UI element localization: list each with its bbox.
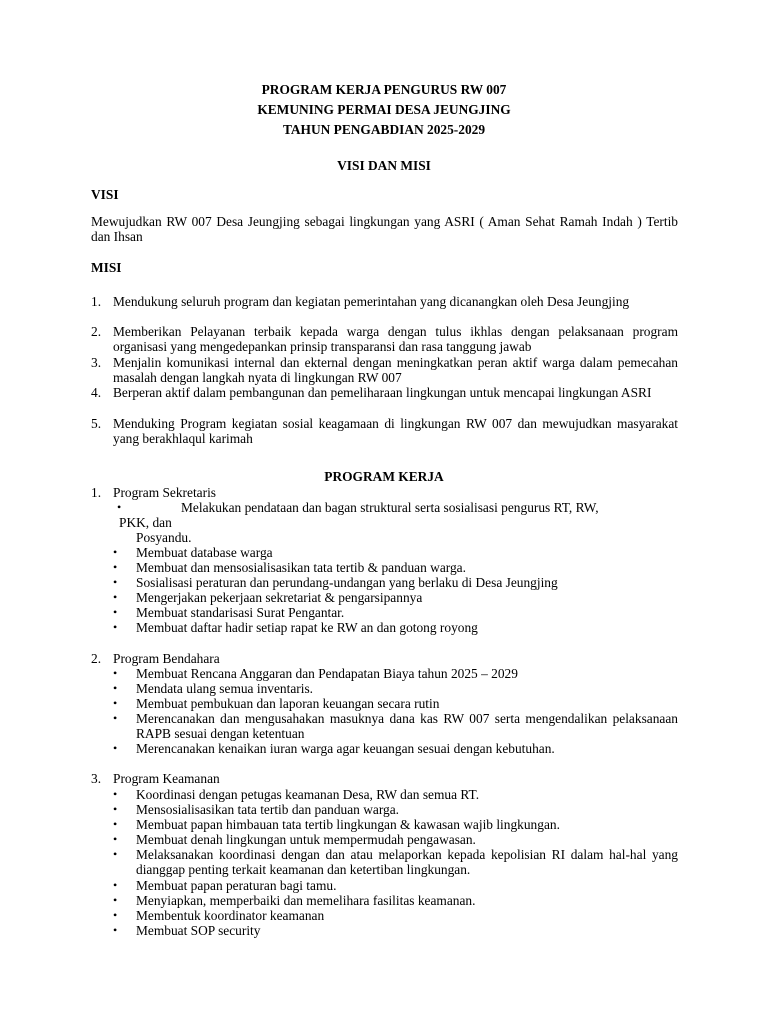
list-item-text: Melaksanakan koordinasi dengan dan atau melaporkan kepada kepolisian RI dalam hal-hal yang dianggap penting terkait keamanan dan ketertiban lingkungan. — [136, 847, 678, 878]
list-item-text: Mensosialisasikan tata tertib dan panduan warga. — [136, 802, 400, 817]
visi-heading: VISI — [91, 187, 119, 202]
bullet-icon: • — [113, 666, 118, 680]
misi-heading: MISI — [91, 260, 122, 275]
list-item-text: Merencanakan kenaikan iuran warga agar keuangan sesuai dengan kebutuhan. — [136, 741, 555, 756]
visi-text: Mewujudkan RW 007 Desa Jeungjing sebagai lingkungan yang ASRI ( Aman Sehat Ramah Indah ) Tertib dan Ihsan — [91, 214, 678, 245]
misi-item-number: 4. — [91, 385, 102, 400]
program-kerja-heading: PROGRAM KERJA — [324, 469, 444, 484]
list-item-text: Membuat SOP security — [136, 923, 261, 938]
bullet-icon: • — [113, 802, 118, 816]
bullet-icon: • — [113, 711, 118, 725]
bullet-icon: • — [113, 575, 118, 589]
section-number: 2. — [91, 651, 102, 666]
misi-item-text: Berperan aktif dalam pembangunan dan pemeliharaan lingkungan untuk mencapai lingkungan ASRI — [113, 385, 652, 400]
misi-item-text: Menduking Program kegiatan sosial keagamaan di lingkungan RW 007 dan mewujudkan masyarakat yang berakhlaqul karimah — [113, 416, 678, 447]
list-item-text: Membuat database warga — [136, 545, 273, 560]
bullet-icon: • — [113, 847, 118, 861]
misi-item-text: Menjalin komunikasi internal dan ekternal dengan meningkatkan peran aktif warga dalam pemecahan masalah dengan langkah nyata di lingkungan RW 007 — [113, 355, 678, 386]
list-item-text: Sosialisasi peraturan dan perundang-undangan yang berlaku di Desa Jeungjing — [136, 575, 558, 590]
list-item-text-cont: Posyandu. — [136, 530, 192, 545]
misi-item-text: Memberikan Pelayanan terbaik kepada warga dengan tulus ikhlas dengan pelaksanaan program organisasi yang mengedepankan prinsip transparansi dan rasa tanggung jawab — [113, 324, 678, 355]
list-item-text: Membuat daftar hadir setiap rapat ke RW an dan gotong royong — [136, 620, 478, 635]
list-item-text-cont: PKK, dan — [119, 515, 172, 530]
bullet-icon: • — [113, 741, 118, 755]
bullet-icon: • — [113, 908, 118, 922]
section-number: 1. — [91, 485, 102, 500]
misi-item-number: 5. — [91, 416, 102, 431]
section-title: Program Keamanan — [113, 771, 220, 786]
bullet-icon: • — [113, 832, 118, 846]
bullet-icon: • — [113, 620, 118, 634]
doc-title-line3: TAHUN PENGABDIAN 2025-2029 — [282, 122, 486, 137]
list-item-text: Merencanakan dan mengusahakan masuknya dana kas RW 007 serta mengendalikan pelaksanaan RAPB sesuai dengan ketentuan — [136, 711, 678, 742]
bullet-icon: • — [117, 500, 122, 514]
list-item-text: Membuat dan mensosialisasikan tata tertib & panduan warga. — [136, 560, 466, 575]
bullet-icon: • — [113, 787, 118, 801]
list-item-text: Koordinasi dengan petugas keamanan Desa, RW dan semua RT. — [136, 787, 480, 802]
bullet-icon: • — [113, 590, 118, 604]
bullet-icon: • — [113, 545, 118, 559]
section-title: Program Sekretaris — [113, 485, 217, 500]
list-item-text: Melakukan pendataan dan bagan struktural serta sosialisasi pengurus RT, RW, — [181, 500, 599, 515]
list-item-text: Membuat standarisasi Surat Pengantar. — [136, 605, 345, 620]
list-item-text: Membuat pembukuan dan laporan keuangan secara rutin — [136, 696, 440, 711]
list-item-text: Mendata ulang semua inventaris. — [136, 681, 314, 696]
bullet-icon: • — [113, 878, 118, 892]
list-item-text: Membuat denah lingkungan untuk mempermudah pengawasan. — [136, 832, 476, 847]
list-item-text: Membuat Rencana Anggaran dan Pendapatan Biaya tahun 2025 – 2029 — [136, 666, 518, 681]
section-number: 3. — [91, 771, 102, 786]
section-title: Program Bendahara — [113, 651, 220, 666]
misi-item-text: Mendukung seluruh program dan kegiatan pemerintahan yang dicanangkan oleh Desa Jeungjing — [113, 294, 630, 309]
doc-title-line1: PROGRAM KERJA PENGURUS RW 007 — [261, 82, 507, 97]
bullet-icon: • — [113, 923, 118, 937]
misi-item-number: 2. — [91, 324, 102, 339]
bullet-icon: • — [113, 560, 118, 574]
misi-item-number: 3. — [91, 355, 102, 370]
list-item-text: Mengerjakan pekerjaan sekretariat & pengarsipannya — [136, 590, 423, 605]
list-item-text: Membuat papan peraturan bagi tamu. — [136, 878, 337, 893]
bullet-icon: • — [113, 893, 118, 907]
list-item-text: Menyiapkan, memperbaiki dan memelihara fasilitas keamanan. — [136, 893, 476, 908]
bullet-icon: • — [113, 817, 118, 831]
list-item-text: Membentuk koordinator keamanan — [136, 908, 325, 923]
visi-misi-heading: VISI DAN MISI — [337, 158, 431, 173]
bullet-icon: • — [113, 681, 118, 695]
bullet-icon: • — [113, 605, 118, 619]
doc-title-line2: KEMUNING PERMAI DESA JEUNGJING — [257, 102, 511, 117]
bullet-icon: • — [113, 696, 118, 710]
list-item-text: Membuat papan himbauan tata tertib lingkungan & kawasan wajib lingkungan. — [136, 817, 560, 832]
misi-item-number: 1. — [91, 294, 102, 309]
